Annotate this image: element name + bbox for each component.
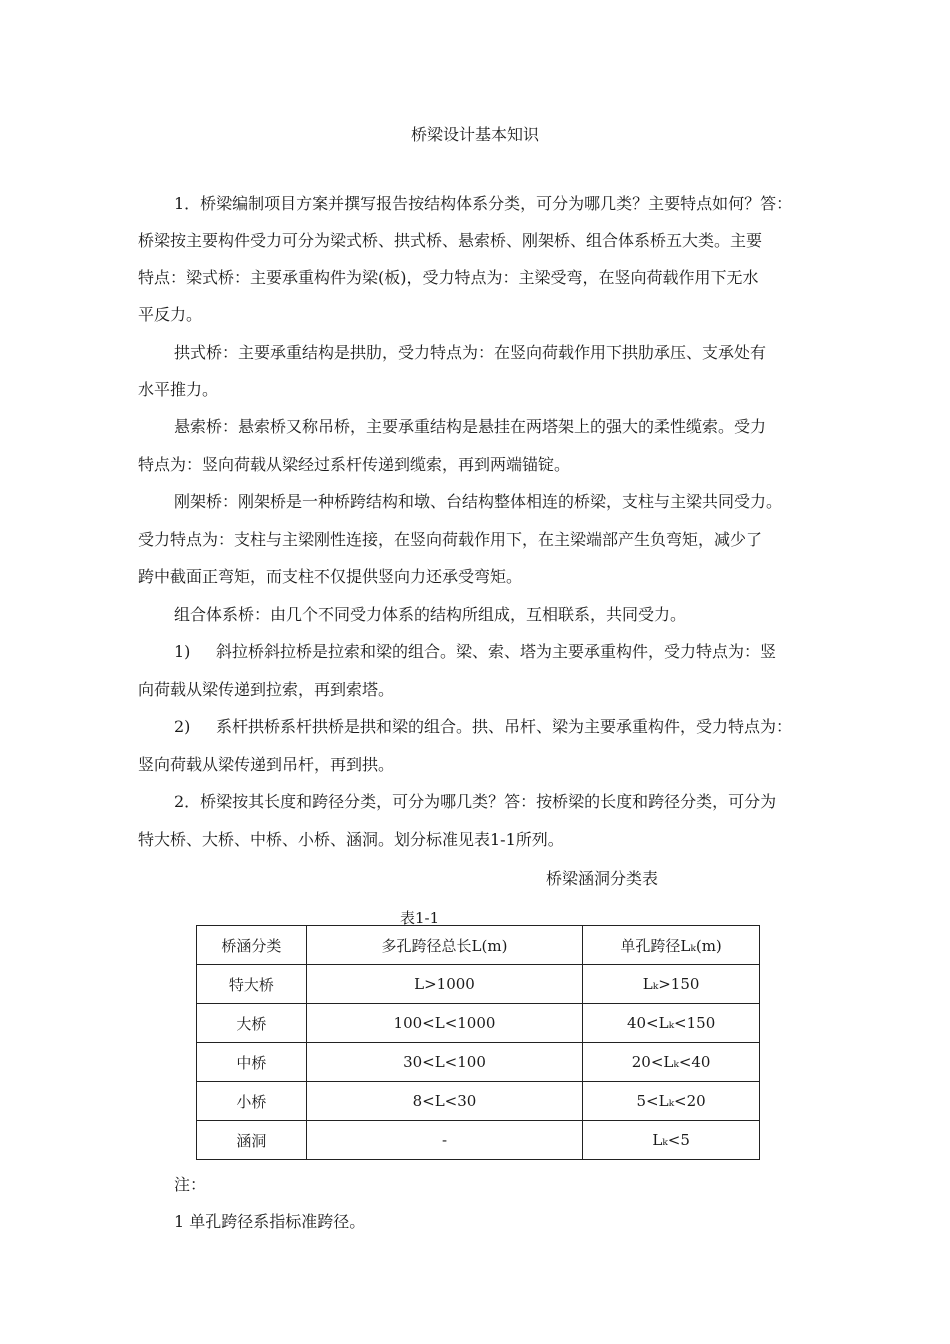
paragraph-line: 拱式桥：主要承重结构是拱肋，受力特点为：在竖向荷载作用下拱肋承压、支承处有 [174,343,767,362]
table-cell: 8<L<30 [306,1082,583,1121]
table-cell: Lₖ<5 [583,1121,760,1160]
table-row [197,1082,760,1121]
item-number: 2) [174,717,191,736]
table-cell: L>1000 [306,965,583,1004]
table-header-cell: 单孔跨径Lₖ(m) [583,926,760,965]
table-cell: 涵洞 [197,1121,307,1160]
table-cell: 40<Lₖ<150 [583,1004,760,1043]
table-header-cell: 桥涵分类 [197,926,307,965]
table-cell: 100<L<1000 [306,1004,583,1043]
paragraph-line: 向荷载从梁传递到拉索，再到索塔。 [138,680,395,699]
table-cell: 特大桥 [197,965,307,1004]
list-item [174,716,792,738]
item-text: 斜拉桥斜拉桥是拉索和梁的组合。梁、索、塔为主要承重构件，受力特点为：竖 [216,642,777,661]
note-label: 注： [174,1175,207,1194]
paragraph-line: 组合体系桥：由几个不同受力体系的结构所组成，互相联系，共同受力。 [174,605,687,624]
table-number: 表1-1 [400,909,440,927]
paragraph-line: 1．桥梁编制项目方案并撰写报告按结构体系分类，可分为哪几类？主要特点如何？答： [174,194,793,213]
note-item: 1 单孔跨径系指标准跨径。 [174,1212,366,1231]
list-item [174,641,776,663]
classification-table [196,925,760,1160]
paragraph-line: 悬索桥：悬索桥又称吊桥，主要承重结构是悬挂在两塔架上的强大的柔性缆索。受力 [174,417,767,436]
paragraph-line: 受力特点为：支柱与主梁刚性连接，在竖向荷载作用下，在主梁端部产生负弯矩，减少了 [138,530,763,549]
table-row [197,1004,760,1043]
paragraph-line: 水平推力。 [138,380,219,399]
table-cell: 30<L<100 [306,1043,583,1082]
table-cell: 20<Lₖ<40 [583,1043,760,1082]
table-row [197,1121,760,1160]
paragraph-line: 竖向荷载从梁传递到吊杆，再到拱。 [138,755,395,774]
paragraph-line: 平反力。 [138,305,203,324]
paragraph-line: 桥梁按主要构件受力可分为梁式桥、拱式桥、悬索桥、刚架桥、组合体系桥五大类。主要 [138,231,763,250]
paragraph-line: 2．桥梁按其长度和跨径分类，可分为哪几类？答：按桥梁的长度和跨径分类，可分为 [174,792,777,811]
table-cell: - [306,1121,583,1160]
table-cell: 大桥 [197,1004,307,1043]
paragraph-line: 特大桥、大桥、中桥、小桥、涵洞。划分标准见表1-1所列。 [138,830,564,849]
table-cell: 5<Lₖ<20 [583,1082,760,1121]
paragraph-line: 刚架桥：刚架桥是一种桥跨结构和墩、台结构整体相连的桥梁，支柱与主梁共同受力。 [174,492,783,511]
paragraph-line: 跨中截面正弯矩，而支柱不仅提供竖向力还承受弯矩。 [138,567,523,586]
table-cell: Lₖ>150 [583,965,760,1004]
table-row [197,1043,760,1082]
table-cell: 小桥 [197,1082,307,1121]
table-header-row [197,926,760,965]
item-number: 1) [174,642,191,661]
table-cell: 中桥 [197,1043,307,1082]
item-text: 系杆拱桥系杆拱桥是拱和梁的组合。拱、吊杆、梁为主要承重构件，受力特点为： [216,717,793,736]
paragraph-line: 特点为：竖向荷载从梁经过系杆传递到缆索，再到两端锚锭。 [138,455,571,474]
table-header-cell: 多孔跨径总长L(m) [306,926,583,965]
table-caption: 桥梁涵洞分类表 [546,869,659,888]
table-row [197,965,760,1004]
paragraph-line: 特点：梁式桥：主要承重构件为梁(板)，受力特点为：主梁受弯，在竖向荷载作用下无水 [138,268,759,287]
page-title: 桥梁设计基本知识 [410,125,539,144]
